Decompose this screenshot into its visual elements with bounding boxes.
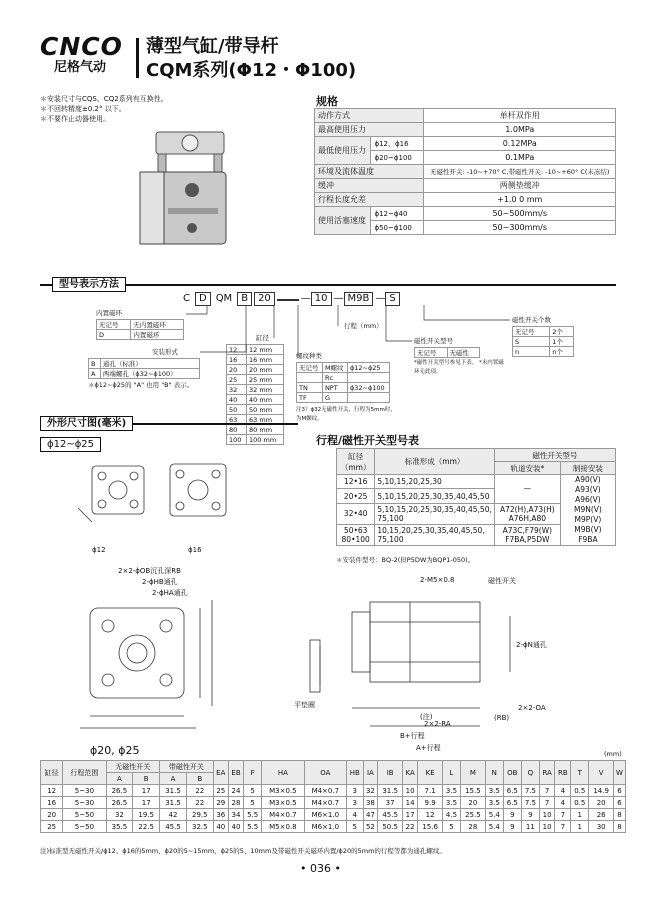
- cell: 5.5: [244, 809, 262, 821]
- cell: 52: [363, 821, 378, 833]
- cell: 3.5: [485, 785, 503, 797]
- spec-value: 0.12MPa: [424, 137, 616, 151]
- cell: 40 mm: [247, 395, 284, 405]
- table-row: [41, 797, 626, 809]
- cell: 通孔（标准）: [100, 359, 199, 369]
- cell: 32: [106, 809, 133, 821]
- cell: 40: [227, 395, 247, 405]
- page-number: • 036 •: [300, 862, 341, 875]
- cell: 5~30: [63, 785, 106, 797]
- cell: 80: [227, 425, 247, 435]
- cell: 29: [213, 797, 228, 809]
- cell: S: [513, 337, 550, 347]
- cell: 42: [160, 809, 187, 821]
- header-cell: HB: [347, 761, 363, 785]
- header-cell: 磁性开关型号: [494, 449, 615, 462]
- cell: 35.5: [106, 821, 133, 833]
- count-title: 磁性开关个数: [512, 316, 551, 324]
- cell: 6: [614, 785, 626, 797]
- cell: 31.5: [378, 785, 403, 797]
- spec-value: 两侧垫缓冲: [424, 179, 616, 193]
- cell: 32•40: [337, 503, 375, 524]
- cell: 63 mm: [247, 415, 284, 425]
- cell: 5: [244, 797, 262, 809]
- cell: M3×0.5: [262, 785, 304, 797]
- cell: 无记号: [97, 320, 131, 330]
- header-cell: RA: [539, 761, 554, 785]
- cell: 12: [41, 785, 63, 797]
- cell: 5,10,15,20,25,30,35,40,45,50: [375, 489, 495, 503]
- cell: 4.5: [442, 809, 460, 821]
- cell: 5,10,15,20,25,30,35,40,45,50, 75,100: [375, 503, 495, 524]
- cell: 25: [213, 785, 228, 797]
- mount-note: ＊ϕ12~ϕ25的 "A" 也用 "B" 表示。: [88, 381, 194, 389]
- switch-model: A90(V): [575, 475, 601, 484]
- cell: 内置磁环: [131, 330, 184, 340]
- cell: 1: [571, 809, 589, 821]
- cell: 20: [589, 797, 614, 809]
- cell: 30: [589, 821, 614, 833]
- cell: 14: [402, 797, 417, 809]
- code-part: QM: [215, 293, 233, 304]
- cell: 5.5: [244, 821, 262, 833]
- header-cell: 无磁性开关: [106, 761, 160, 773]
- spec-sub: ϕ20~ϕ100: [371, 151, 424, 165]
- code-part: 20: [254, 292, 275, 306]
- cell: 40: [213, 821, 228, 833]
- cell: 32: [227, 385, 247, 395]
- cell: 5: [442, 821, 460, 833]
- cell: 6.5: [503, 797, 521, 809]
- cell: 34: [228, 809, 243, 821]
- stroke-table-note: ＊安装件型号：BQ-2(但P5DW为BQP1-050)。: [336, 556, 475, 564]
- cell: M6×1.0: [304, 821, 346, 833]
- cell: 26.5: [106, 797, 133, 809]
- header-cell: 标准形成（mm）: [375, 449, 495, 475]
- cell: M5×0.8: [262, 821, 304, 833]
- cell: 63: [227, 415, 247, 425]
- header-cell: A: [106, 773, 133, 785]
- label-oa: 2×2-OA: [518, 704, 546, 712]
- cell: 80 mm: [247, 425, 284, 435]
- cell: 10: [539, 809, 554, 821]
- cell: 50.5: [378, 821, 403, 833]
- cell: 7: [539, 785, 554, 797]
- code-part: 10: [311, 292, 332, 306]
- magnet-title: 内置磁环: [96, 309, 122, 317]
- cell: 20: [41, 809, 63, 821]
- cell: ϕ32~ϕ100: [347, 383, 389, 393]
- label-pad: 平垫圈: [294, 701, 315, 709]
- code-part: M9B: [344, 292, 374, 306]
- header-cell: 轨道安装*: [494, 462, 560, 475]
- cell: 20: [461, 797, 486, 809]
- label-m5: 2-M5×0.8: [420, 576, 455, 584]
- cell: A73C,F79(W) F7BA,P5DW: [494, 524, 560, 545]
- switch-model: F9BA: [578, 535, 598, 544]
- cell: 7.5: [521, 797, 539, 809]
- cell: 19.5: [133, 809, 160, 821]
- thread-note: 注3）ϕ32无磁性开关，行程为5mm时，为M螺纹。: [296, 407, 396, 422]
- cell: 29.5: [186, 809, 213, 821]
- table-row: [41, 785, 626, 797]
- cell: 9: [521, 809, 539, 821]
- spec-sub: ϕ12、ϕ16: [371, 137, 424, 151]
- cell: 25 mm: [247, 375, 284, 385]
- cell: 无记号: [415, 348, 448, 358]
- brand-logo: CNCO: [40, 32, 123, 61]
- spec-value: 50~300mm/s: [424, 221, 616, 235]
- cell: 25: [41, 821, 63, 833]
- code-dash: —: [300, 293, 311, 304]
- note-line: ＊不要作止动器使用。: [40, 115, 110, 123]
- cell: 5: [244, 785, 262, 797]
- cell: 17: [133, 785, 160, 797]
- outline-section-title: 外形尺寸图(毫米): [40, 416, 133, 431]
- switch-model: M9P(V): [574, 515, 602, 524]
- header-cell: M: [461, 761, 486, 785]
- cell: 26: [589, 809, 614, 821]
- cell: 10: [402, 785, 417, 797]
- cell: 14.9: [589, 785, 614, 797]
- cell: B: [89, 359, 101, 369]
- cell: ϕ12~ϕ25: [347, 363, 389, 373]
- cell: 4: [347, 809, 363, 821]
- code-part: B: [237, 292, 252, 306]
- cell: 10,15,20,25,30,35,40,45,50, 75,100: [375, 524, 495, 545]
- cell: M6×1.0: [304, 809, 346, 821]
- cell: 12: [418, 809, 443, 821]
- spec-value: 无磁性开关: -10~+70° C,带磁性开关: -10~+60° C(未冻结): [424, 165, 616, 179]
- note-line: ＊不回转精度±0.2° 以下。: [40, 105, 126, 113]
- leader-lines: [0, 0, 662, 420]
- cell: 无记号: [297, 363, 323, 373]
- cell: 6: [614, 797, 626, 809]
- header-cell: OB: [503, 761, 521, 785]
- table-row: [337, 449, 616, 462]
- cell: 4: [555, 797, 571, 809]
- label-d2025: ϕ20, ϕ25: [90, 744, 140, 757]
- dimension-table: [40, 760, 626, 833]
- switch-model: A96(V): [575, 495, 601, 504]
- series-title: CQM系列(Φ12・Φ100): [146, 60, 357, 81]
- cell: 9.9: [418, 797, 443, 809]
- header-cell: A: [160, 773, 187, 785]
- cell: 7: [555, 809, 571, 821]
- cell: 100 mm: [247, 435, 284, 445]
- table-row: [227, 425, 284, 435]
- label-holes2: 2-ϕHB通孔: [142, 578, 178, 586]
- cell: 50: [227, 405, 247, 415]
- label-note: (注): [420, 713, 433, 721]
- direct-mount-cell: [560, 475, 615, 546]
- cell: 37: [378, 797, 403, 809]
- spec-sub: ϕ50~ϕ100: [371, 221, 424, 235]
- cell: 32: [363, 785, 378, 797]
- cell: 无记号: [513, 327, 550, 337]
- cell: 50 mm: [247, 405, 284, 415]
- header-cell: 缸径（mm）: [337, 449, 375, 475]
- cell: 50•63 80•100: [337, 524, 375, 545]
- cell: 5~50: [63, 821, 106, 833]
- brand-sub: 尼格气动: [54, 60, 107, 75]
- header-cell: B: [133, 773, 160, 785]
- label-switch: 磁性开关: [488, 577, 516, 585]
- cell: 26.5: [106, 785, 133, 797]
- stroke-table: [336, 448, 616, 546]
- cell: 11: [521, 821, 539, 833]
- cell: 8: [614, 821, 626, 833]
- cell: 0.5: [571, 785, 589, 797]
- cell: 3.5: [442, 785, 460, 797]
- table-row: [337, 475, 616, 489]
- cell: 22: [402, 821, 417, 833]
- cell: 12 mm: [247, 345, 284, 355]
- mount-title: 安装形式: [152, 348, 178, 356]
- cell: 31.5: [160, 797, 187, 809]
- cell: M3×0.5: [262, 797, 304, 809]
- front-view-drawing: [50, 566, 240, 742]
- header-cell: HA: [262, 761, 304, 785]
- cell: A: [89, 369, 101, 379]
- table-row: [41, 761, 626, 773]
- label-ra: 2×2-RA: [424, 720, 451, 728]
- switch-model: M9N(V): [573, 505, 602, 514]
- code-part: D: [195, 292, 211, 306]
- table-row: [41, 821, 626, 833]
- cell: 0.5: [571, 797, 589, 809]
- cell: M4×0.7: [304, 797, 346, 809]
- cell: 100: [227, 435, 247, 445]
- spec-label: 行程长度允差: [315, 193, 424, 207]
- stroke-table-title: 行程/磁性开关型号表: [316, 434, 420, 447]
- cell: 20 mm: [247, 365, 284, 375]
- cell: n: [513, 347, 550, 357]
- model-section-title: 型号表示方法: [52, 277, 126, 292]
- cell: 32.5: [186, 821, 213, 833]
- header-cell: IA: [363, 761, 378, 785]
- cell: 12•16: [337, 475, 375, 489]
- spec-value: 0.1MPa: [424, 151, 616, 165]
- top-view-drawings: [58, 458, 258, 558]
- table-row: [41, 809, 626, 821]
- label-holes1: 2×2-ϕOB沉孔深RB: [118, 567, 181, 575]
- cell: 两端螺孔（ϕ32~ϕ100）: [100, 369, 199, 379]
- spec-label: 使用活塞速度: [315, 207, 371, 235]
- cell: 无内置磁环: [131, 320, 184, 330]
- switch-model: M9B(V): [574, 525, 602, 534]
- spec-label: 最低使用压力: [315, 137, 371, 165]
- cell: 24: [228, 785, 243, 797]
- spec-label: 环境及流体温度: [315, 165, 424, 179]
- spec-value: 50~500mm/s: [424, 207, 616, 221]
- cell: 1个: [550, 337, 574, 347]
- cell: 3: [347, 785, 363, 797]
- cell: 5.4: [485, 809, 503, 821]
- cell: 3.5: [442, 797, 460, 809]
- cell: 25.5: [461, 809, 486, 821]
- header-cell: IB: [378, 761, 403, 785]
- cell: 28: [228, 797, 243, 809]
- spec-label: 最高使用压力: [315, 123, 424, 137]
- header-cell: V: [589, 761, 614, 785]
- cell: n个: [550, 347, 574, 357]
- cell: 16: [41, 797, 63, 809]
- cell: 17: [402, 809, 417, 821]
- code-dash: —: [375, 293, 386, 304]
- label-bstroke: B+行程: [400, 732, 425, 740]
- cell: 22: [186, 797, 213, 809]
- cell: 5: [347, 821, 363, 833]
- cell: 20: [227, 365, 247, 375]
- header-cell: KA: [402, 761, 417, 785]
- switch-note: *磁性开关型号参见下表。 *未内置磁环无此项。: [414, 360, 504, 375]
- cell: 6.5: [503, 785, 521, 797]
- label-d12: ϕ12: [92, 546, 106, 554]
- cell: 31.5: [160, 785, 187, 797]
- dim-unit: (mm): [604, 750, 622, 758]
- cell: 36: [213, 809, 228, 821]
- header-cell: Q: [521, 761, 539, 785]
- cell: G: [322, 393, 347, 403]
- cell: 7.1: [418, 785, 443, 797]
- header-cell: 缸径: [41, 761, 63, 785]
- header-cell: 行程范围: [63, 761, 106, 785]
- cell: 20•25: [337, 489, 375, 503]
- cell: 15.6: [418, 821, 443, 833]
- cell: 16: [227, 355, 247, 365]
- spec-title: 规格: [316, 95, 338, 108]
- header-cell: N: [485, 761, 503, 785]
- header-cell: 制接安装: [560, 462, 615, 475]
- spec-sub: ϕ12~ϕ40: [371, 207, 424, 221]
- header-cell: KE: [418, 761, 443, 785]
- label-d16: ϕ16: [188, 546, 202, 554]
- spec-label: 缓冲: [315, 179, 424, 193]
- cell: 5~50: [63, 809, 106, 821]
- cell: 无磁性: [447, 348, 480, 358]
- spec-label: 动作方式: [315, 109, 424, 123]
- cell: 22.5: [133, 821, 160, 833]
- cell: 3.5: [485, 797, 503, 809]
- spec-value: 1.0MPa: [424, 123, 616, 137]
- header-cell: L: [442, 761, 460, 785]
- cell: 32 mm: [247, 385, 284, 395]
- code-dash: —: [333, 293, 344, 304]
- cell: M4×0.7: [304, 785, 346, 797]
- header-cell: B: [186, 773, 213, 785]
- thread-title: 螺纹种类: [296, 352, 322, 360]
- header-cell: 带磁性开关: [160, 761, 214, 773]
- cell: TN: [297, 383, 323, 393]
- header-cell: RB: [555, 761, 571, 785]
- cell: D: [97, 330, 131, 340]
- cell: 1: [571, 821, 589, 833]
- header-cell: T: [571, 761, 589, 785]
- cell: 16 mm: [247, 355, 284, 365]
- cell: 45.5: [378, 809, 403, 821]
- label-astroke: A+行程: [416, 744, 441, 752]
- cell: A72(H),A73(H) A76H,A80: [494, 503, 560, 524]
- code-part: S: [385, 292, 399, 306]
- header-cell: W: [614, 761, 626, 785]
- label-nhole: 2-ϕN通孔: [516, 641, 547, 649]
- note-line: ＊安装尺寸与CQS、CQ2系列有互换性。: [40, 95, 168, 103]
- header-cell: EA: [213, 761, 228, 785]
- cell: 25: [227, 375, 247, 385]
- cell: 8: [614, 809, 626, 821]
- spec-value: 单杆双作用: [424, 109, 616, 123]
- cell: 12: [227, 345, 247, 355]
- cell: 4: [555, 785, 571, 797]
- cell: 2个: [550, 327, 574, 337]
- cell: M4×0.7: [262, 809, 304, 821]
- cell: 5~30: [63, 797, 106, 809]
- cell: TF: [297, 393, 323, 403]
- cell: 3: [347, 797, 363, 809]
- cell: 17: [133, 797, 160, 809]
- bore-title: 缸径: [256, 334, 269, 342]
- cell: 45.5: [160, 821, 187, 833]
- header-cell: EB: [228, 761, 243, 785]
- side-view-drawing: [300, 576, 630, 740]
- bore-range: ϕ12~ϕ25: [40, 437, 101, 452]
- cell: 40: [228, 821, 243, 833]
- cell: Rc: [322, 373, 347, 383]
- cell: NPT: [322, 383, 347, 393]
- page-title: 薄型气缸/带导杆: [146, 36, 279, 57]
- stroke-label: 行程（mm）: [344, 322, 383, 330]
- switch-title: 磁性开关型号: [414, 337, 453, 345]
- cell: 28: [461, 821, 486, 833]
- spec-value: +1.0 0 mm: [424, 193, 616, 207]
- cell: 7.5: [521, 785, 539, 797]
- cell: 38: [363, 797, 378, 809]
- cell: 15.5: [461, 785, 486, 797]
- header-cell: F: [244, 761, 262, 785]
- cell: M螺纹: [322, 363, 347, 373]
- header-cell: OA: [304, 761, 346, 785]
- cell: —: [494, 475, 560, 504]
- cell: 9: [503, 809, 521, 821]
- cell: 7: [539, 797, 554, 809]
- table-row: [227, 435, 284, 445]
- switch-model: A93(V): [575, 485, 601, 494]
- cell: 22: [186, 785, 213, 797]
- cell: 9: [503, 821, 521, 833]
- code-part: C: [183, 293, 190, 304]
- cell: 5.4: [485, 821, 503, 833]
- label-rb: (RB): [494, 714, 510, 722]
- cell: 10: [539, 821, 554, 833]
- cell: 5,10,15,20,25,30: [375, 475, 495, 489]
- cell: 7: [555, 821, 571, 833]
- dim-table-note: 注)标准型无磁性开关/ϕ12、ϕ16的5mm、ϕ20的5~15mm、ϕ25的5、10mm及带磁性开关磁环内置/ϕ20的5mm的行程等都为通孔螺纹。: [40, 847, 446, 855]
- cell: 47: [363, 809, 378, 821]
- label-holes3: 2-ϕHA通孔: [152, 589, 188, 597]
